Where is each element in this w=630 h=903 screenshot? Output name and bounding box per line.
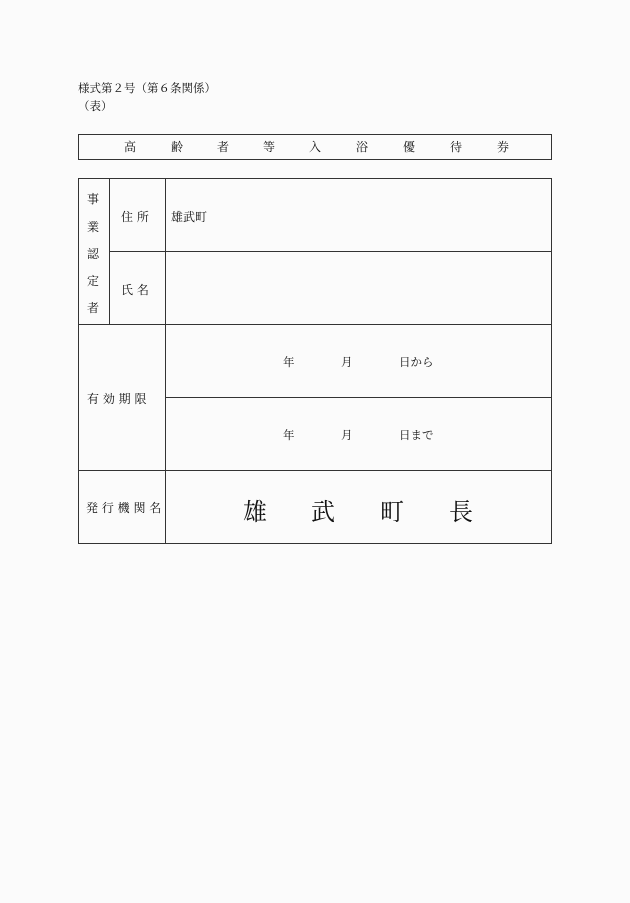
applicant-label-char: 事 xyxy=(86,192,100,206)
issuer-char: 長 xyxy=(449,498,473,526)
address-row-divider xyxy=(109,251,552,252)
address-value: 雄武町 xyxy=(171,210,208,224)
title-char: 齢 xyxy=(170,140,184,154)
table-border-top xyxy=(78,178,552,179)
document-title-box xyxy=(78,134,552,160)
start-day-suffix: 日から xyxy=(399,355,434,369)
end-day-suffix: 日まで xyxy=(399,428,434,442)
title-char: 者 xyxy=(216,140,230,154)
issuer-char: 武 xyxy=(311,498,335,526)
issuer-char: 雄 xyxy=(243,498,267,526)
issuer-char: 町 xyxy=(380,498,404,526)
table-border-left xyxy=(78,178,79,544)
name-label: 氏 名 xyxy=(121,283,149,297)
label-column-divider xyxy=(165,178,166,544)
start-month-suffix: 月 xyxy=(341,355,353,369)
applicant-label-char: 業 xyxy=(86,220,100,234)
title-char: 券 xyxy=(496,140,510,154)
table-border-bottom xyxy=(78,543,552,544)
start-year-suffix: 年 xyxy=(283,355,295,369)
title-char: 高 xyxy=(123,140,137,154)
applicant-label-char: 定 xyxy=(86,274,100,288)
validity-row-divider xyxy=(165,397,552,398)
end-month-suffix: 月 xyxy=(341,428,353,442)
title-char: 入 xyxy=(308,140,322,154)
title-char: 優 xyxy=(402,140,416,154)
table-border-right xyxy=(551,178,552,544)
address-label: 住 所 xyxy=(121,210,149,224)
issuer-section-divider xyxy=(78,470,552,471)
validity-period-label: 有 効 期 限 xyxy=(87,392,147,406)
applicant-label-char: 認 xyxy=(86,247,100,261)
applicant-section-divider xyxy=(78,324,552,325)
side-indicator-label: （表） xyxy=(78,99,113,113)
title-char: 等 xyxy=(262,140,276,154)
title-char: 浴 xyxy=(355,140,369,154)
coupon-details-table xyxy=(78,178,552,544)
applicant-label-char: 者 xyxy=(86,301,100,315)
form-number-label: 様式第２号（第６条関係） xyxy=(78,81,216,95)
title-char: 待 xyxy=(449,140,463,154)
issuer-label: 発 行 機 関 名 xyxy=(86,501,162,515)
end-year-suffix: 年 xyxy=(283,428,295,442)
